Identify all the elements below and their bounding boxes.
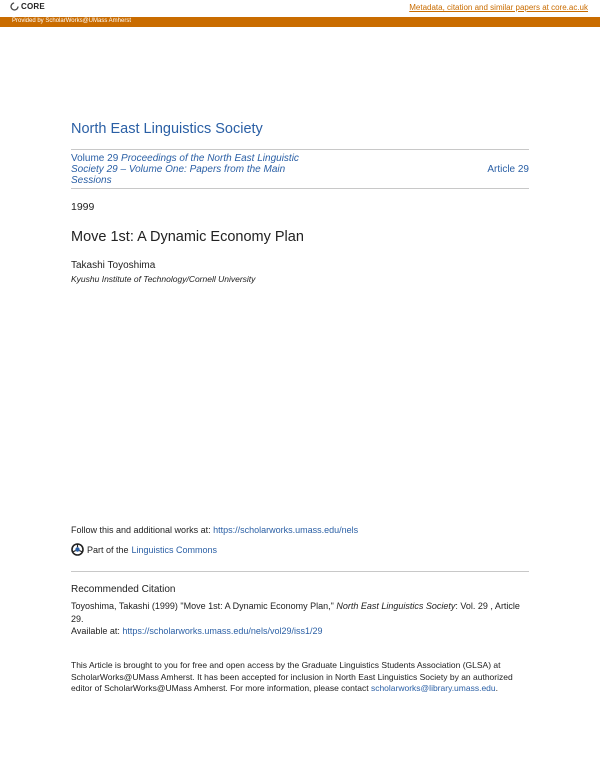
follow-label: Follow this and additional works at:: [71, 525, 214, 535]
notice-text: This Article is brought to you for free and open access by the Graduate Linguistics Students Association (GLSA) at ScholarWorks@UMass Amherst. It has been accepted for inclusion in North East Linguistics Society by an authorized editor of ScholarWorks@UMass Amherst. For more information, please contact: [71, 660, 513, 693]
core-logo[interactable]: [10, 2, 45, 11]
volume-proceedings: Proceedings of the North East Linguistic Society 29 – Volume One: Papers from the Main Sessions: [71, 153, 299, 186]
article-number-link[interactable]: Article 29: [487, 164, 529, 175]
access-notice: [71, 660, 531, 695]
citation-tail: : Vol. 29 , Article 29.: [71, 601, 520, 624]
paper-title: Move 1st: A Dynamic Economy Plan: [71, 229, 304, 245]
metadata-link[interactable]: Metadata, citation and similar papers at core.ac.uk: [409, 3, 588, 12]
core-logo-text: CORE: [21, 2, 45, 11]
part-of-label: Part of the: [87, 544, 129, 555]
core-logo-icon: [10, 2, 19, 11]
author-affiliation: Kyushu Institute of Technology/Cornell University: [71, 274, 256, 284]
network-commons-icon: [71, 543, 84, 556]
provided-by-text[interactable]: Provided by ScholarWorks@UMass Amherst: [12, 18, 132, 24]
available-at-line: [71, 626, 322, 636]
journal-title-link[interactable]: North East Linguistics Society: [71, 121, 263, 137]
citation-text: [71, 600, 531, 625]
part-of-line: [71, 543, 217, 556]
contact-email-link[interactable]: scholarworks@library.umass.edu: [370, 683, 496, 693]
divider-citation: [71, 571, 529, 572]
citation-plain: Toyoshima, Takashi (1999) "Move 1st: A Dynamic Economy Plan,": [71, 601, 337, 611]
core-top-bar: [0, 0, 600, 17]
volume-link[interactable]: [71, 153, 301, 186]
available-url-link[interactable]: https://scholarworks.umass.edu/nels/vol29/iss1/29: [122, 626, 323, 636]
linguistics-commons-link[interactable]: Linguistics Commons: [131, 544, 218, 555]
notice-end: .: [495, 683, 499, 693]
divider-top: [71, 149, 529, 150]
divider-bottom: [71, 188, 529, 189]
follow-line: [71, 525, 358, 535]
author-name: Takashi Toyoshima: [71, 260, 156, 271]
follow-url-link[interactable]: https://scholarworks.umass.edu/nels: [213, 525, 359, 535]
citation-journal: North East Linguistics Society: [336, 601, 456, 611]
provided-by-bar: [0, 17, 600, 27]
volume-prefix: Volume 29: [71, 153, 122, 164]
available-label: Available at:: [71, 626, 123, 636]
recommended-citation-heading: Recommended Citation: [71, 584, 176, 595]
publication-year: 1999: [71, 201, 95, 213]
